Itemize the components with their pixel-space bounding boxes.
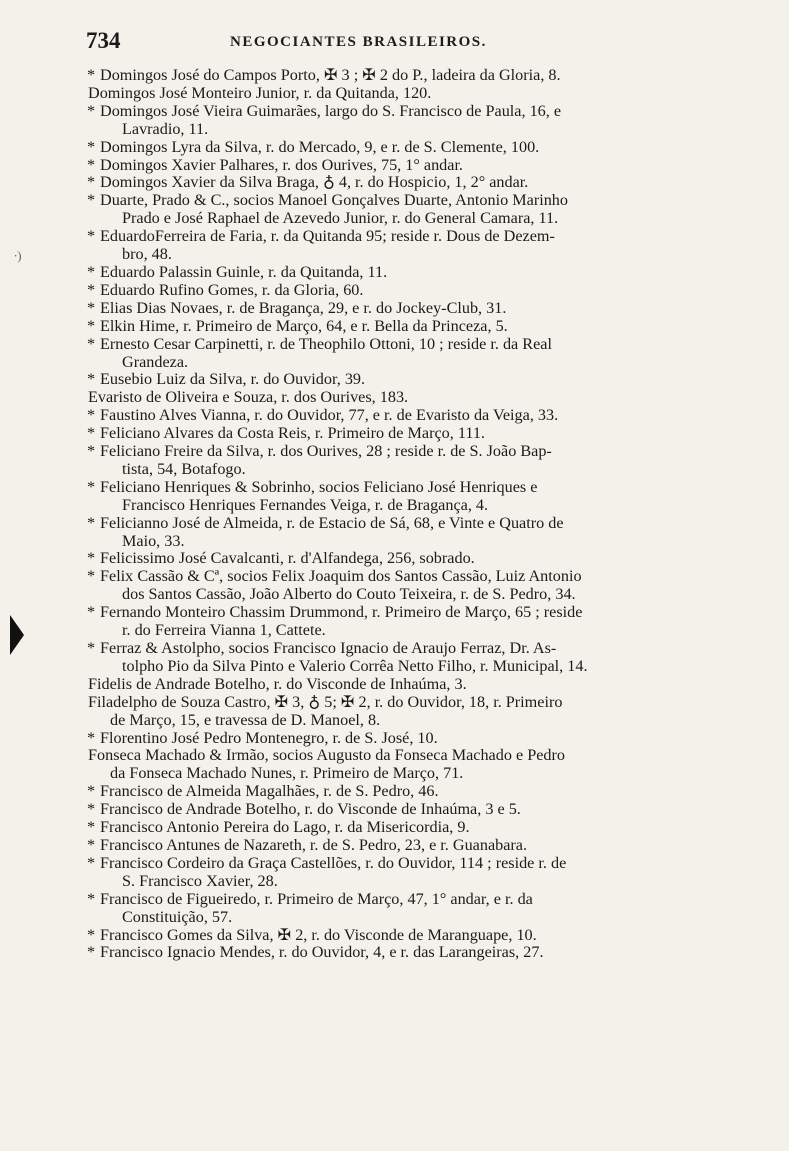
list-item: [84, 730, 724, 748]
entry-continuation: tista, 54, Botafogo.: [122, 459, 246, 478]
list-item: [84, 891, 724, 927]
entry-continuation: Grandeza.: [122, 352, 189, 371]
list-item: [84, 300, 724, 318]
list-item: [84, 85, 724, 103]
entry-text: Evaristo de Oliveira e Souza, r. dos Ourives, 183.: [88, 388, 409, 407]
list-item: [84, 425, 724, 443]
asterisk-marker: *: [86, 442, 96, 461]
entry-text: Filadelpho de Souza Castro, ✠ 3, ♁ 5; ✠ 2, r. do Ouvidor, 18, r. Primeiro: [88, 692, 563, 711]
asterisk-marker: *: [86, 477, 96, 496]
entry-continuation: S. Francisco Xavier, 28.: [122, 871, 278, 890]
entry-text: Elkin Hime, r. Primeiro de Março, 64, e r. Bella da Princeza, 5.: [100, 316, 508, 335]
asterisk-marker: *: [86, 155, 96, 174]
entry-continuation: tolpho Pio da Silva Pinto e Valerio Corrêa Netto Filho, r. Municipal, 14.: [122, 656, 588, 675]
list-item: [84, 318, 724, 336]
entry-text: Florentino José Pedro Montenegro, r. de S. José, 10.: [100, 728, 438, 747]
entry-text: Fonseca Machado & Irmão, socios Augusto da Fonseca Machado e Pedro: [88, 746, 565, 765]
list-item: [84, 139, 724, 157]
asterisk-marker: *: [86, 818, 96, 837]
entry-text: Domingos Lyra da Silva, r. do Mercado, 9, e r. de S. Clemente, 100.: [100, 137, 540, 156]
list-item: [84, 927, 724, 945]
asterisk-marker: *: [86, 603, 96, 622]
list-item: [84, 837, 724, 855]
entry-text: Elias Dias Novaes, r. de Bragança, 29, e r. do Jockey-Club, 31.: [100, 298, 507, 317]
running-title: NEGOCIANTES BRASILEIROS.: [230, 34, 487, 50]
asterisk-marker: *: [86, 227, 96, 246]
entry-continuation: Maio, 33.: [122, 531, 185, 550]
entry-text: Feliciano Freire da Silva, r. dos Ourives, 28 ; reside r. de S. João Bap-: [100, 442, 552, 461]
page-number: 734: [86, 28, 121, 53]
list-item: [84, 371, 724, 389]
entry-text: Eusebio Luiz da Silva, r. do Ouvidor, 39.: [100, 370, 366, 389]
asterisk-marker: *: [86, 853, 96, 872]
entry-text: Fidelis de Andrade Botelho, r. do Visconde de Inhaúma, 3.: [88, 674, 467, 693]
entry-text: Francisco de Figueiredo, r. Primeiro de Março, 47, 1° andar, e r. da: [100, 889, 533, 908]
entry-text: Duarte, Prado & C., socios Manoel Gonçalves Duarte, Antonio Marinho: [100, 191, 568, 210]
list-item: [84, 479, 724, 515]
asterisk-marker: *: [86, 370, 96, 389]
entry-text: Ferraz & Astolpho, socios Francisco Ignacio de Araujo Ferraz, Dr. As-: [100, 639, 557, 657]
entry-text: Feliciano Alvares da Costa Reis, r. Primeiro de Março, 111.: [100, 424, 485, 443]
list-item: [84, 747, 724, 783]
entry-text: Francisco de Almeida Magalhães, r. de S. Pedro, 46.: [100, 782, 439, 801]
entry-continuation: Prado e José Raphael de Azevedo Junior, r. do General Camara, 11.: [122, 209, 559, 228]
list-item: [84, 801, 724, 819]
entry-text: Domingos José do Campos Porto, ✠ 3 ; ✠ 2 do P., ladeira da Gloria, 8.: [100, 66, 561, 84]
entry-text: Francisco Ignacio Mendes, r. do Ouvidor, 4, e r. das Larangeiras, 27.: [100, 943, 544, 962]
list-item: [84, 407, 724, 425]
asterisk-marker: *: [86, 191, 96, 210]
asterisk-marker: *: [86, 835, 96, 854]
asterisk-marker: *: [86, 925, 96, 944]
list-item: [84, 67, 724, 85]
entry-text: Francisco Gomes da Silva, ✠ 2, r. do Visconde de Maranguape, 10.: [100, 925, 537, 944]
entry-text: Eduardo Rufino Gomes, r. da Gloria, 60.: [100, 280, 364, 299]
list-item: [84, 336, 724, 372]
entry-text: Domingos Xavier Palhares, r. dos Ourives, 75, 1° andar.: [100, 155, 463, 174]
asterisk-marker: *: [86, 424, 96, 443]
entry-text: Eduardo Palassin Guinle, r. da Quitanda, 11.: [100, 262, 388, 281]
entry-continuation: Lavradio, 11.: [122, 119, 209, 138]
entry-text: Felicissimo José Cavalcanti, r. d'Alfandega, 256, sobrado.: [100, 549, 475, 568]
asterisk-marker: *: [86, 173, 96, 192]
list-item: [84, 640, 724, 676]
asterisk-marker: *: [86, 728, 96, 747]
entry-text: Felicianno José de Almeida, r. de Estacio de Sá, 68, e Vinte e Quatro de: [100, 513, 564, 532]
list-item: [84, 819, 724, 837]
asterisk-marker: *: [86, 101, 96, 120]
list-item: [84, 192, 724, 228]
margin-pointer-mark: [10, 615, 24, 655]
list-item: [84, 174, 724, 192]
entry-text: Domingos José Vieira Guimarães, largo do S. Francisco de Paula, 16, e: [100, 101, 562, 120]
asterisk-marker: *: [86, 137, 96, 156]
list-item: [84, 443, 724, 479]
asterisk-marker: *: [86, 298, 96, 317]
asterisk-marker: *: [86, 639, 96, 657]
entry-text: Faustino Alves Vianna, r. do Ouvidor, 77, e r. de Evaristo da Veiga, 33.: [100, 406, 559, 425]
entry-text: Francisco Antunes de Nazareth, r. de S. Pedro, 23, e r. Guanabara.: [100, 835, 528, 854]
entry-list: [84, 67, 724, 962]
entry-continuation: da Fonseca Machado Nunes, r. Primeiro de Março, 71.: [110, 764, 464, 783]
entry-continuation: dos Santos Cassão, João Alberto do Couto Teixeira, r. de S. Pedro, 34.: [122, 585, 576, 604]
list-item: [84, 783, 724, 801]
list-item: [84, 103, 724, 139]
asterisk-marker: *: [86, 800, 96, 819]
entry-text: Francisco Cordeiro da Graça Castellões, r. do Ouvidor, 114 ; reside r. de: [100, 853, 567, 872]
list-item: [84, 389, 724, 407]
asterisk-marker: *: [86, 513, 96, 532]
entry-text: Francisco de Andrade Botelho, r. do Visconde de Inhaúma, 3 e 5.: [100, 800, 521, 819]
entry-text: Domingos Xavier da Silva Braga, ♁ 4, r. do Hospicio, 1, 2° andar.: [100, 173, 529, 192]
list-item: [84, 550, 724, 568]
asterisk-marker: *: [86, 549, 96, 568]
list-item: [84, 944, 724, 962]
margin-note: ∙): [14, 248, 22, 263]
list-item: [84, 604, 724, 640]
asterisk-marker: *: [86, 316, 96, 335]
asterisk-marker: *: [86, 66, 96, 84]
list-item: [84, 568, 724, 604]
list-item: [84, 694, 724, 730]
entry-text: Domingos José Monteiro Junior, r. da Quitanda, 120.: [88, 83, 432, 102]
entry-text: Francisco Antonio Pereira do Lago, r. da Misericordia, 9.: [100, 818, 470, 837]
asterisk-marker: *: [86, 567, 96, 586]
entry-continuation: r. do Ferreira Vianna 1, Cattete.: [122, 621, 326, 640]
entry-continuation: de Março, 15, e travessa de D. Manoel, 8.: [110, 710, 381, 729]
entry-text: Felix Cassão & Cª, socios Felix Joaquim dos Santos Cassão, Luiz Antonio: [100, 567, 582, 586]
entry-text: Fernando Monteiro Chassim Drummond, r. Primeiro de Março, 65 ; reside: [100, 603, 583, 622]
asterisk-marker: *: [86, 782, 96, 801]
list-item: [84, 676, 724, 694]
page-header: [86, 28, 716, 58]
list-item: [84, 515, 724, 551]
entry-continuation: Francisco Henriques Fernandes Veiga, r. de Bragança, 4.: [122, 495, 489, 514]
entry-text: EduardoFerreira de Faria, r. da Quitanda 95; reside r. Dous de Dezem-: [100, 227, 555, 246]
entry-continuation: Constituição, 57.: [122, 907, 233, 926]
list-item: [84, 228, 724, 264]
list-item: [84, 855, 724, 891]
asterisk-marker: *: [86, 280, 96, 299]
entry-continuation: bro, 48.: [122, 245, 172, 264]
entry-text: Feliciano Henriques & Sobrinho, socios Feliciano José Henriques e: [100, 477, 538, 496]
asterisk-marker: *: [86, 943, 96, 962]
asterisk-marker: *: [86, 262, 96, 281]
asterisk-marker: *: [86, 889, 96, 908]
list-item: [84, 282, 724, 300]
list-item: [84, 157, 724, 175]
list-item: [84, 264, 724, 282]
asterisk-marker: *: [86, 406, 96, 425]
entry-text: Ernesto Cesar Carpinetti, r. de Theophilo Ottoni, 10 ; reside r. da Real: [100, 334, 552, 353]
asterisk-marker: *: [86, 334, 96, 353]
